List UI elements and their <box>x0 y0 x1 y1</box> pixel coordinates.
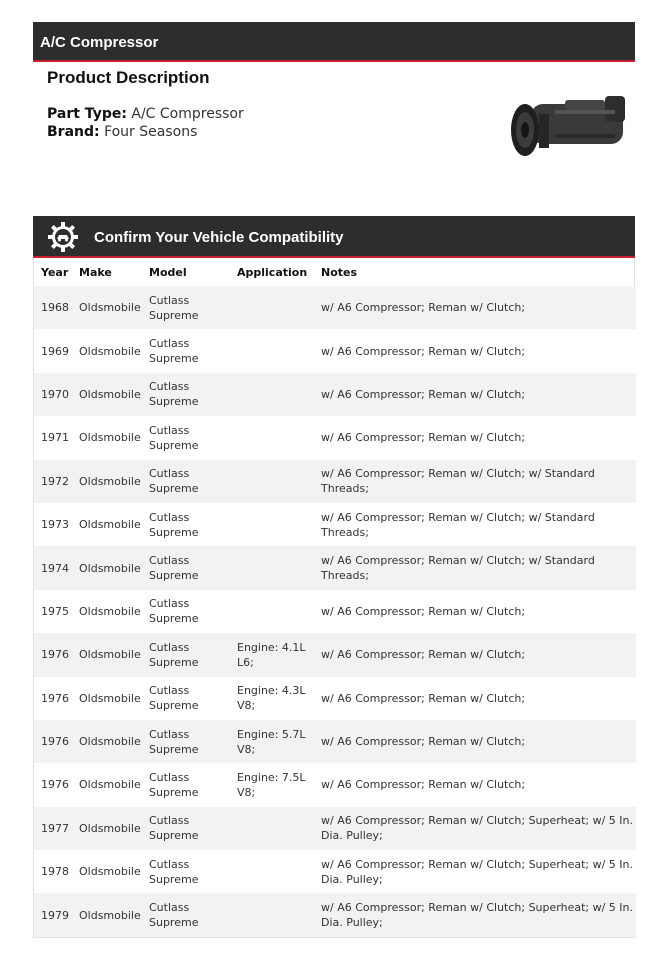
notes-cell: w/ A6 Compressor; Reman w/ Clutch; <box>321 735 526 749</box>
year-cell: 1969 <box>41 344 69 358</box>
make-cell: Oldsmobile <box>79 821 141 835</box>
table-row <box>34 286 636 329</box>
brand-line <box>47 124 197 140</box>
page-title: A/C Compressor <box>40 34 159 51</box>
table-row <box>34 590 636 633</box>
make-cell: Oldsmobile <box>79 387 141 401</box>
application-cell <box>230 590 314 633</box>
application-cell <box>230 546 314 589</box>
table-row <box>34 460 636 503</box>
application-cell <box>230 460 314 503</box>
make-cell: Oldsmobile <box>79 344 141 358</box>
make-cell: Oldsmobile <box>79 604 141 618</box>
make-cell: Oldsmobile <box>79 735 141 749</box>
model-cell: Cutlass Supreme <box>149 857 199 886</box>
application-cell <box>230 416 314 459</box>
make-cell: Oldsmobile <box>79 778 141 792</box>
brand-value: Four Seasons <box>104 124 198 140</box>
year-cell: 1973 <box>41 518 69 532</box>
year-cell: 1974 <box>41 561 69 575</box>
table-row <box>34 546 636 589</box>
application-cell <box>230 503 314 546</box>
model-cell: Cutlass Supreme <box>149 901 199 930</box>
notes-cell: w/ A6 Compressor; Reman w/ Clutch; <box>321 431 526 445</box>
notes-cell: w/ A6 Compressor; Reman w/ Clutch; <box>321 648 526 662</box>
year-cell: 1977 <box>41 821 69 835</box>
compressor-product-image <box>505 90 630 170</box>
table-row <box>34 893 636 936</box>
product-description-heading: Product Description <box>47 68 210 87</box>
compatibility-bar <box>33 216 635 258</box>
model-cell: Cutlass Supreme <box>149 337 199 366</box>
notes-cell: w/ A6 Compressor; Reman w/ Clutch; <box>321 301 526 315</box>
application-cell <box>230 329 314 372</box>
compatibility-table <box>33 258 635 938</box>
notes-cell: w/ A6 Compressor; Reman w/ Clutch; <box>321 344 526 358</box>
model-cell: Cutlass Supreme <box>149 293 199 322</box>
notes-cell: w/ A6 Compressor; Reman w/ Clutch; Superheat; w/ 5 In. Dia. Pulley; <box>321 857 634 886</box>
table-row <box>34 373 636 416</box>
year-cell: 1976 <box>41 735 69 749</box>
make-cell: Oldsmobile <box>79 908 141 922</box>
application-cell: Engine: 4.3L V8; <box>237 684 306 713</box>
application-cell <box>230 893 314 936</box>
table-row <box>34 720 636 763</box>
make-cell: Oldsmobile <box>79 648 141 662</box>
notes-cell: w/ A6 Compressor; Reman w/ Clutch; <box>321 387 526 401</box>
table-row <box>34 763 636 806</box>
gear-car-icon <box>47 221 79 253</box>
year-cell: 1975 <box>41 604 69 618</box>
model-cell: Cutlass Supreme <box>149 510 199 539</box>
brand-label: Brand: <box>47 124 100 140</box>
part-type-value: A/C Compressor <box>131 106 244 122</box>
application-cell: Engine: 5.7L V8; <box>237 727 306 756</box>
application-cell <box>230 807 314 850</box>
year-cell: 1976 <box>41 648 69 662</box>
column-header-notes: Notes <box>321 265 358 279</box>
notes-cell: w/ A6 Compressor; Reman w/ Clutch; Superheat; w/ 5 In. Dia. Pulley; <box>321 901 634 930</box>
make-cell: Oldsmobile <box>79 518 141 532</box>
table-header-row <box>34 258 636 286</box>
table-row <box>34 807 636 850</box>
make-cell: Oldsmobile <box>79 691 141 705</box>
year-cell: 1978 <box>41 865 69 879</box>
column-header-model: Model <box>149 265 187 279</box>
part-type-line <box>47 106 244 122</box>
model-cell: Cutlass Supreme <box>149 380 199 409</box>
model-cell: Cutlass Supreme <box>149 640 199 669</box>
model-cell: Cutlass Supreme <box>149 814 199 843</box>
column-header-make: Make <box>79 265 112 279</box>
year-cell: 1972 <box>41 474 69 488</box>
model-cell: Cutlass Supreme <box>149 554 199 583</box>
application-cell <box>230 373 314 416</box>
make-cell: Oldsmobile <box>79 561 141 575</box>
table-row <box>34 677 636 720</box>
model-cell: Cutlass Supreme <box>149 727 199 756</box>
year-cell: 1970 <box>41 387 69 401</box>
model-cell: Cutlass Supreme <box>149 684 199 713</box>
application-cell: Engine: 4.1L L6; <box>237 640 306 669</box>
make-cell: Oldsmobile <box>79 431 141 445</box>
year-cell: 1976 <box>41 691 69 705</box>
table-row <box>34 850 636 893</box>
year-cell: 1968 <box>41 301 69 315</box>
notes-cell: w/ A6 Compressor; Reman w/ Clutch; Superheat; w/ 5 In. Dia. Pulley; <box>321 814 634 843</box>
header-bar <box>33 22 635 62</box>
table-row <box>34 416 636 459</box>
application-cell <box>230 850 314 893</box>
year-cell: 1976 <box>41 778 69 792</box>
application-cell <box>230 286 314 329</box>
notes-cell: w/ A6 Compressor; Reman w/ Clutch; <box>321 604 526 618</box>
make-cell: Oldsmobile <box>79 301 141 315</box>
make-cell: Oldsmobile <box>79 474 141 488</box>
model-cell: Cutlass Supreme <box>149 597 199 626</box>
notes-cell: w/ A6 Compressor; Reman w/ Clutch; w/ Standard Threads; <box>321 510 595 539</box>
column-header-year: Year <box>41 265 69 279</box>
notes-cell: w/ A6 Compressor; Reman w/ Clutch; <box>321 691 526 705</box>
table-row <box>34 503 636 546</box>
make-cell: Oldsmobile <box>79 865 141 879</box>
year-cell: 1979 <box>41 908 69 922</box>
application-cell: Engine: 7.5L V8; <box>237 770 306 799</box>
compatibility-title: Confirm Your Vehicle Compatibility <box>94 229 344 246</box>
table-row <box>34 329 636 372</box>
notes-cell: w/ A6 Compressor; Reman w/ Clutch; w/ Standard Threads; <box>321 554 595 583</box>
table-row <box>34 633 636 676</box>
year-cell: 1971 <box>41 431 69 445</box>
notes-cell: w/ A6 Compressor; Reman w/ Clutch; w/ Standard Threads; <box>321 467 595 496</box>
column-header-application: Application <box>237 265 308 279</box>
model-cell: Cutlass Supreme <box>149 770 199 799</box>
notes-cell: w/ A6 Compressor; Reman w/ Clutch; <box>321 778 526 792</box>
model-cell: Cutlass Supreme <box>149 423 199 452</box>
part-type-label: Part Type: <box>47 106 127 122</box>
model-cell: Cutlass Supreme <box>149 467 199 496</box>
